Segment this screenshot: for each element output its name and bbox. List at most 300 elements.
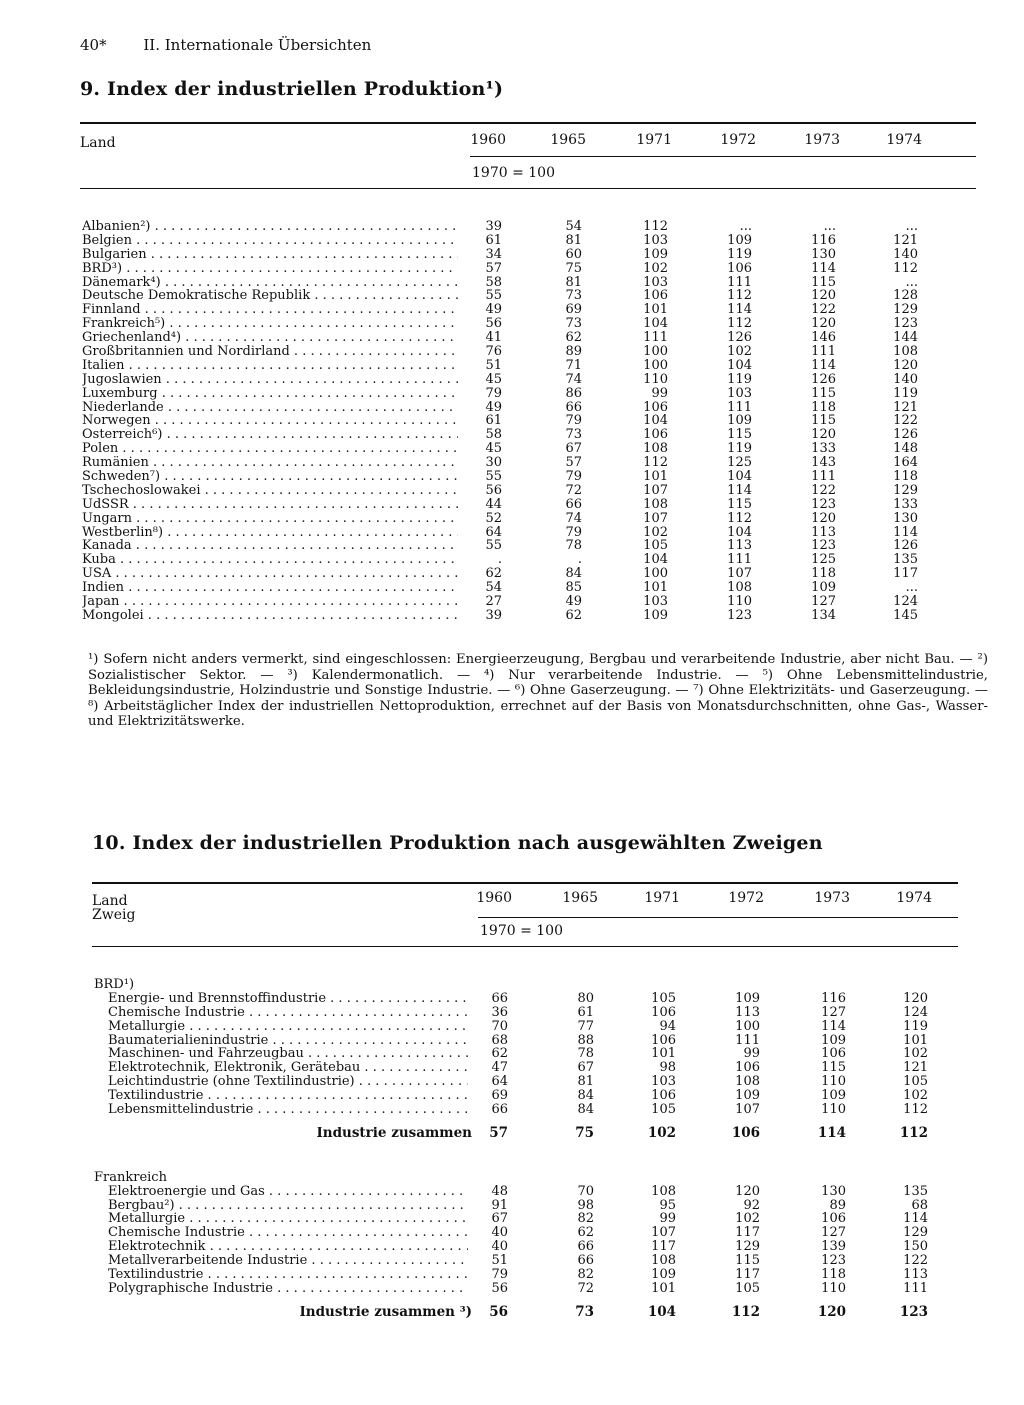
row-value: 99 xyxy=(743,1046,760,1062)
row-value: 119 xyxy=(727,441,752,457)
row-value: 64 xyxy=(491,1074,508,1090)
row-value: 103 xyxy=(651,1074,676,1090)
row-value: 56 xyxy=(489,1303,508,1320)
year-header: 1974 xyxy=(886,132,922,148)
row-value: . xyxy=(577,552,582,568)
row-value: 112 xyxy=(643,455,668,471)
table-row xyxy=(94,1006,944,1020)
row-value: 111 xyxy=(735,1032,760,1048)
row-value: 27 xyxy=(485,594,502,610)
row-value: 121 xyxy=(893,399,918,415)
row-value: 105 xyxy=(651,1102,676,1118)
row-value: 109 xyxy=(735,990,760,1006)
row-value: 117 xyxy=(893,566,918,582)
year-header: 1960 xyxy=(470,132,506,148)
row-label: Polen . . . xyxy=(82,442,458,456)
table-row xyxy=(82,414,942,428)
row-value: 111 xyxy=(811,344,836,360)
row-value: 123 xyxy=(899,1303,928,1320)
row-value: 115 xyxy=(821,1060,846,1076)
row-value: 109 xyxy=(811,580,836,596)
table-row xyxy=(82,595,942,609)
row-value: 115 xyxy=(811,385,836,401)
row-value: 118 xyxy=(811,399,836,415)
row-value: 126 xyxy=(893,427,918,443)
row-value: 75 xyxy=(565,260,582,276)
row-value: 101 xyxy=(643,469,668,485)
row-label: Indien . . . xyxy=(82,581,458,595)
row-value: 57 xyxy=(485,260,502,276)
row-value: 123 xyxy=(811,496,836,512)
row-value: 139 xyxy=(821,1239,846,1255)
row-value: 45 xyxy=(485,371,502,387)
row-value: 106 xyxy=(651,1032,676,1048)
row-value: 102 xyxy=(643,260,668,276)
row-value: 66 xyxy=(491,1102,508,1118)
table-row xyxy=(82,609,942,623)
table-row xyxy=(94,978,944,992)
row-value: 108 xyxy=(651,1253,676,1269)
table-row xyxy=(94,1282,944,1296)
table-row xyxy=(94,1226,944,1240)
row-value: 66 xyxy=(491,990,508,1006)
page-number: 40* xyxy=(80,36,107,54)
row-value: 70 xyxy=(577,1183,594,1199)
table-row xyxy=(82,401,942,415)
row-label: Norwegen . . . xyxy=(82,414,458,428)
table-row xyxy=(82,539,942,553)
row-value: ... xyxy=(905,580,918,596)
row-value: 106 xyxy=(735,1060,760,1076)
row-value: 105 xyxy=(735,1280,760,1296)
table-row xyxy=(94,1103,944,1117)
row-value: 103 xyxy=(643,232,668,248)
row-value: 117 xyxy=(735,1267,760,1283)
row-value: 48 xyxy=(491,1183,508,1199)
year-header: 1974 xyxy=(896,890,932,906)
row-label: Japan . . . xyxy=(82,595,458,609)
table-row xyxy=(94,1047,944,1061)
row-value: 127 xyxy=(821,1225,846,1241)
row-label: Leichtindustrie (ohne Textilindustrie) . . . xyxy=(108,1075,468,1089)
row-value: 120 xyxy=(811,316,836,332)
row-value: 70 xyxy=(491,1018,508,1034)
row-value: 103 xyxy=(727,385,752,401)
row-value: 79 xyxy=(565,413,582,429)
row-value: 120 xyxy=(811,288,836,304)
row-value: 101 xyxy=(643,580,668,596)
table-row xyxy=(82,470,942,484)
row-value: 122 xyxy=(811,302,836,318)
row-label: Tschechoslowakei . . . xyxy=(82,484,458,498)
row-value: 102 xyxy=(903,1088,928,1104)
row-value: 121 xyxy=(903,1060,928,1076)
row-value: 123 xyxy=(821,1253,846,1269)
row-value: 108 xyxy=(893,344,918,360)
row-value: 76 xyxy=(485,344,502,360)
row-value: 94 xyxy=(659,1018,676,1034)
row-value: 67 xyxy=(491,1211,508,1227)
table9-title: 9. Index der industriellen Produktion¹) xyxy=(80,78,504,100)
row-value: 61 xyxy=(485,232,502,248)
row-label: Frankreich⁵) . . . xyxy=(82,317,458,331)
table-row xyxy=(82,553,942,567)
row-value: 105 xyxy=(643,538,668,554)
row-value: 109 xyxy=(727,232,752,248)
row-value: 114 xyxy=(727,302,752,318)
row-value: 112 xyxy=(731,1303,760,1320)
row-value: 72 xyxy=(565,482,582,498)
row-value: 89 xyxy=(829,1197,846,1213)
row-value: 111 xyxy=(727,552,752,568)
row-value: 104 xyxy=(727,357,752,373)
row-value: 110 xyxy=(821,1102,846,1118)
row-label: Elektrotechnik, Elektronik, Gerätebau . . . xyxy=(108,1061,468,1075)
row-value: 113 xyxy=(735,1004,760,1020)
row-value: 111 xyxy=(643,330,668,346)
row-value: 69 xyxy=(565,302,582,318)
row-value: 113 xyxy=(727,538,752,554)
row-value: 68 xyxy=(911,1197,928,1213)
row-value: 104 xyxy=(643,316,668,332)
row-value: 106 xyxy=(727,260,752,276)
row-value: 140 xyxy=(893,371,918,387)
row-label: Bergbau²) . . . xyxy=(108,1199,468,1213)
row-value: 105 xyxy=(903,1074,928,1090)
row-value: 84 xyxy=(565,566,582,582)
row-value: 64 xyxy=(485,524,502,540)
row-value: 116 xyxy=(821,990,846,1006)
row-value: 54 xyxy=(485,580,502,596)
row-value: 104 xyxy=(643,413,668,429)
row-value: . xyxy=(497,552,502,568)
row-value: 102 xyxy=(903,1046,928,1062)
row-value: 30 xyxy=(485,455,502,471)
row-value: 112 xyxy=(727,288,752,304)
row-value: 56 xyxy=(485,316,502,332)
row-value: 106 xyxy=(821,1211,846,1227)
row-value: 51 xyxy=(491,1253,508,1269)
row-value: 115 xyxy=(735,1253,760,1269)
row-value: 129 xyxy=(735,1239,760,1255)
table-row xyxy=(82,567,942,581)
table-row xyxy=(82,456,942,470)
row-value: 146 xyxy=(811,330,836,346)
table10-base-header: 1970 = 100 xyxy=(480,923,563,939)
row-value: 107 xyxy=(727,566,752,582)
year-header: 1960 xyxy=(476,890,512,906)
row-value: 111 xyxy=(727,399,752,415)
year-header: 1973 xyxy=(804,132,840,148)
row-value: 107 xyxy=(735,1102,760,1118)
row-value: 119 xyxy=(893,385,918,401)
table-row xyxy=(82,359,942,373)
total-row xyxy=(94,1124,944,1141)
table-row xyxy=(82,276,942,290)
table-row xyxy=(82,262,942,276)
row-label: Großbritannien und Nordirland . . . xyxy=(82,345,458,359)
year-header: 1972 xyxy=(720,132,756,148)
row-value: 91 xyxy=(491,1197,508,1213)
row-value: 115 xyxy=(811,274,836,290)
row-value: 66 xyxy=(577,1253,594,1269)
table-row xyxy=(82,484,942,498)
row-value: 45 xyxy=(485,441,502,457)
row-value: 62 xyxy=(485,566,502,582)
table-row xyxy=(82,289,942,303)
row-value: 108 xyxy=(727,580,752,596)
table-row xyxy=(94,1254,944,1268)
row-value: 81 xyxy=(577,1074,594,1090)
row-value: 99 xyxy=(659,1211,676,1227)
table10-zweig-header: Zweig xyxy=(92,907,136,923)
row-value: 100 xyxy=(643,344,668,360)
row-label: Industrie zusammen ³) xyxy=(299,1305,472,1320)
row-label: Rumänien . . . xyxy=(82,456,458,470)
row-label: BRD¹) xyxy=(94,978,135,992)
row-value: 123 xyxy=(811,538,836,554)
row-value: 126 xyxy=(893,538,918,554)
table-row xyxy=(82,581,942,595)
row-label: Mongolei . . . xyxy=(82,609,458,623)
total-row xyxy=(94,1303,944,1320)
row-value: 118 xyxy=(811,566,836,582)
row-value: 133 xyxy=(893,496,918,512)
table-row xyxy=(94,1034,944,1048)
row-value: 118 xyxy=(821,1267,846,1283)
row-value: 119 xyxy=(727,371,752,387)
row-value: 114 xyxy=(727,482,752,498)
row-value: 56 xyxy=(485,482,502,498)
table-row xyxy=(82,220,942,234)
running-head xyxy=(80,36,371,54)
row-label: Albanien²) . . . xyxy=(82,220,458,234)
row-value: 109 xyxy=(643,607,668,623)
row-value: 106 xyxy=(651,1004,676,1020)
year-header: 1965 xyxy=(550,132,586,148)
row-value: 116 xyxy=(811,232,836,248)
row-value: 105 xyxy=(651,990,676,1006)
row-value: 106 xyxy=(643,427,668,443)
table-row xyxy=(82,248,942,262)
row-label: BRD³) . . . xyxy=(82,262,458,276)
row-value: 113 xyxy=(903,1267,928,1283)
year-header: 1965 xyxy=(562,890,598,906)
row-label: Chemische Industrie . . . xyxy=(108,1226,468,1240)
row-value: 101 xyxy=(651,1280,676,1296)
row-label: Metallurgie . . . xyxy=(108,1020,468,1034)
row-value: 113 xyxy=(811,524,836,540)
row-value: 73 xyxy=(565,288,582,304)
row-value: 79 xyxy=(565,469,582,485)
row-label: Maschinen- und Fahrzeugbau . . . xyxy=(108,1047,468,1061)
row-value: 104 xyxy=(647,1303,676,1320)
row-value: 115 xyxy=(811,413,836,429)
row-value: 164 xyxy=(893,455,918,471)
row-value: 129 xyxy=(893,482,918,498)
row-value: 124 xyxy=(903,1004,928,1020)
row-value: 79 xyxy=(491,1267,508,1283)
table-row xyxy=(82,428,942,442)
row-value: ... xyxy=(823,219,836,234)
row-value: 75 xyxy=(575,1124,594,1141)
row-value: 114 xyxy=(811,357,836,373)
table-row xyxy=(82,373,942,387)
row-value: 102 xyxy=(647,1124,676,1141)
row-value: ... xyxy=(905,219,918,234)
row-value: 79 xyxy=(485,385,502,401)
row-value: 77 xyxy=(577,1018,594,1034)
row-value: 102 xyxy=(727,344,752,360)
row-value: 110 xyxy=(643,371,668,387)
row-value: 114 xyxy=(893,524,918,540)
row-value: 89 xyxy=(565,344,582,360)
row-value: 115 xyxy=(727,496,752,512)
table10-header-bottom-rule xyxy=(92,946,958,947)
table10-body xyxy=(94,978,944,1320)
row-value: 58 xyxy=(485,427,502,443)
row-label: Textilindustrie . . . xyxy=(108,1268,468,1282)
row-label: Schweden⁷) . . . xyxy=(82,470,458,484)
table-row xyxy=(82,234,942,248)
row-value: 109 xyxy=(735,1088,760,1104)
row-value: 135 xyxy=(903,1183,928,1199)
row-value: 112 xyxy=(903,1102,928,1118)
row-value: 109 xyxy=(651,1267,676,1283)
row-value: 101 xyxy=(903,1032,928,1048)
row-value: 109 xyxy=(643,246,668,262)
row-value: ... xyxy=(739,219,752,234)
table-row xyxy=(94,992,944,1006)
row-value: 123 xyxy=(893,316,918,332)
row-value: 62 xyxy=(491,1046,508,1062)
row-value: 74 xyxy=(565,371,582,387)
row-value: 79 xyxy=(565,524,582,540)
table10-title: 10. Index der industriellen Produktion nach ausgewählten Zweigen xyxy=(92,832,823,854)
row-label: Ungarn . . . xyxy=(82,512,458,526)
row-value: 100 xyxy=(643,566,668,582)
row-label: Industrie zusammen xyxy=(316,1126,472,1141)
row-label: Dänemark⁴) . . . xyxy=(82,276,458,290)
row-value: 144 xyxy=(893,330,918,346)
row-label: Textilindustrie . . . xyxy=(108,1089,468,1103)
row-label: Kanada . . . xyxy=(82,539,458,553)
row-value: 66 xyxy=(565,496,582,512)
row-value: 143 xyxy=(811,455,836,471)
table-row xyxy=(82,331,942,345)
row-value: 71 xyxy=(565,357,582,373)
year-header: 1973 xyxy=(814,890,850,906)
row-value: 67 xyxy=(565,441,582,457)
row-value: 73 xyxy=(575,1303,594,1320)
row-value: 58 xyxy=(485,274,502,290)
row-value: 129 xyxy=(903,1225,928,1241)
row-value: 62 xyxy=(565,330,582,346)
row-value: 100 xyxy=(643,357,668,373)
row-value: 82 xyxy=(577,1211,594,1227)
row-label: Elektroenergie und Gas . . . xyxy=(108,1185,468,1199)
row-value: 107 xyxy=(643,510,668,526)
row-value: 104 xyxy=(727,524,752,540)
table-row xyxy=(82,345,942,359)
table-row xyxy=(94,1089,944,1103)
row-value: 114 xyxy=(821,1018,846,1034)
table9-mid-rule xyxy=(470,156,976,157)
row-value: 39 xyxy=(485,219,502,234)
row-value: 133 xyxy=(811,441,836,457)
row-value: 55 xyxy=(485,288,502,304)
row-value: 60 xyxy=(565,246,582,262)
row-label: Metallurgie . . . xyxy=(108,1212,468,1226)
row-value: 55 xyxy=(485,538,502,554)
row-value: 112 xyxy=(643,219,668,234)
table10-top-rule xyxy=(92,882,958,884)
row-value: 125 xyxy=(811,552,836,568)
row-value: 107 xyxy=(643,482,668,498)
row-label: Belgien . . . xyxy=(82,234,458,248)
row-value: 62 xyxy=(565,607,582,623)
row-value: 62 xyxy=(577,1225,594,1241)
row-label: Lebensmittelindustrie . . . xyxy=(108,1103,468,1117)
table9-land-header: Land xyxy=(80,135,116,151)
row-value: 122 xyxy=(893,413,918,429)
table9-body xyxy=(82,220,942,623)
row-label: Westberlin⁸) . . . xyxy=(82,526,458,540)
row-value: 117 xyxy=(651,1239,676,1255)
row-value: 106 xyxy=(731,1124,760,1141)
row-value: 150 xyxy=(903,1239,928,1255)
row-label: Deutsche Demokratische Republik . . . xyxy=(82,289,458,303)
row-value: 68 xyxy=(491,1032,508,1048)
row-value: 99 xyxy=(651,385,668,401)
row-value: 114 xyxy=(811,260,836,276)
row-value: 69 xyxy=(491,1088,508,1104)
row-value: 120 xyxy=(811,510,836,526)
row-value: 56 xyxy=(491,1280,508,1296)
row-value: 118 xyxy=(893,469,918,485)
table-row xyxy=(94,1199,944,1213)
row-value: 49 xyxy=(485,399,502,415)
row-value: 40 xyxy=(491,1225,508,1241)
table-row xyxy=(94,1212,944,1226)
row-label: Polygraphische Industrie . . . xyxy=(108,1282,468,1296)
row-value: 66 xyxy=(577,1239,594,1255)
table9-base-header: 1970 = 100 xyxy=(472,165,555,181)
row-label: Energie- und Brennstoffindustrie . . . xyxy=(108,992,468,1006)
row-label: Jugoslawien . . . xyxy=(82,373,458,387)
row-value: 40 xyxy=(491,1239,508,1255)
row-label: Kuba . . . xyxy=(82,553,458,567)
row-label: Italien . . . xyxy=(82,359,458,373)
table-row xyxy=(94,1240,944,1254)
row-value: 78 xyxy=(577,1046,594,1062)
row-value: 110 xyxy=(821,1280,846,1296)
row-value: 125 xyxy=(727,455,752,471)
table-row xyxy=(94,1268,944,1282)
row-value: 85 xyxy=(565,580,582,596)
row-value: 34 xyxy=(485,246,502,262)
row-value: 84 xyxy=(577,1102,594,1118)
row-value: 114 xyxy=(903,1211,928,1227)
row-value: 110 xyxy=(727,594,752,610)
row-value: 61 xyxy=(577,1004,594,1020)
row-value: 120 xyxy=(811,427,836,443)
row-value: 73 xyxy=(565,427,582,443)
row-value: 114 xyxy=(817,1124,846,1141)
row-value: 49 xyxy=(565,594,582,610)
year-header: 1972 xyxy=(728,890,764,906)
table-row xyxy=(82,387,942,401)
